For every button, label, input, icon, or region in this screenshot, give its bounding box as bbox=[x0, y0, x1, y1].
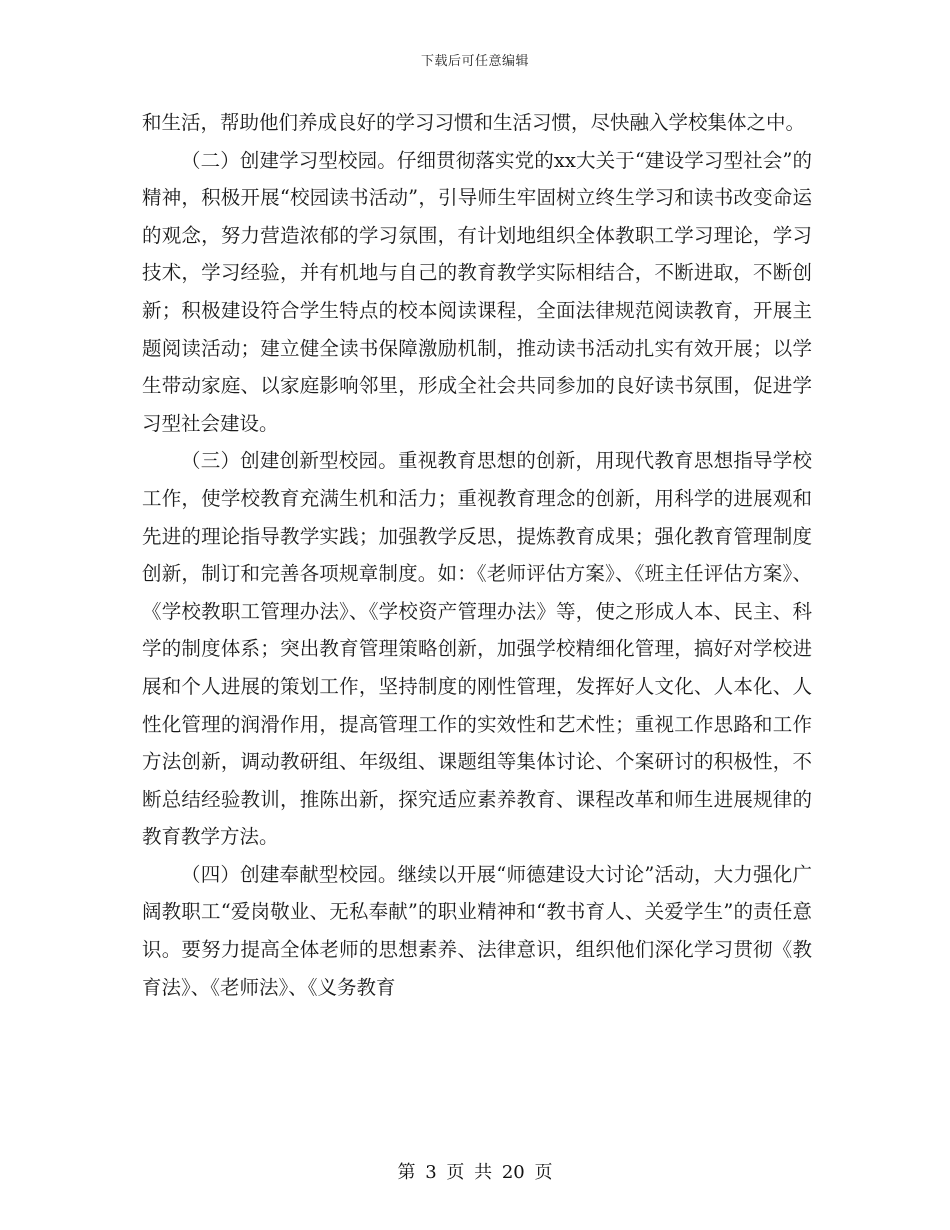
paragraph-continuation: 和生活，帮助他们养成良好的学习习惯和生活习惯，尽快融入学校集体之中。 bbox=[142, 111, 806, 134]
paragraph-innovative-campus: （三）创建创新型校园。重视教育思想的创新，用现代教育思想指导学校工作，使学校教育充满生机和活力；重视教育理念的创新，用科学的进展观和先进的理论指导教学实践；加强教学反思，提炼教育成果；强化教育管理制度创新，制订和完善各项规章制度。如：《老师评估方案》、《班主任评估方案》、《学校教职工管理办法》、《学校资产管理办法》等，使之形成人本、民主、科学的制度体系；突出教育管理策略创新，加强学校精细化管理，搞好对学校进展和个人进展的策划工作，坚持制度的刚性管理，发挥好人文化、人本化、人性化管理的润滑作用，提高管理工作的实效性和艺术性；重视工作思路和工作方法创新，调动教研组、年级组、课题组等集体讨论、个案研讨的积极性，不断总结经验教训，推陈出新，探究适应素养教育、课程改革和师生进展规律的教育教学方法。 bbox=[142, 449, 812, 849]
page-number-footer: 第 3 页 共 20 页 bbox=[397, 1162, 553, 1183]
page-header: 下载后可任意编辑 bbox=[420, 54, 529, 69]
paragraph-dedication-campus: （四）创建奉献型校园。继续以开展“师德建设大讨论”活动，大力强化广阔教职工“爱岗敬业、无私奉献”的职业精神和“教书育人、关爱学生”的责任意识。要努力提高全体老师的思想素养、法律意识，组织他们深化学习贯彻《教育法》、《老师法》、《义务教育 bbox=[142, 862, 812, 999]
paragraph-learning-campus: （二）创建学习型校园。仔细贯彻落实党的xx大关于“建设学习型社会”的精神，积极开展“校园读书活动”，引导师生牢固树立终生学习和读书改变命运的观念，努力营造浓郁的学习氛围，有计划地组织全体教职工学习理论，学习技术，学习经验，并有机地与自己的教育教学实际相结合，不断进取，不断创新；积极建设符合学生特点的校本阅读课程，全面法律规范阅读教育，开展主题阅读活动；建立健全读书保障激励机制，推动读书活动扎实有效开展；以学生带动家庭、以家庭影响邻里，形成全社会共同参加的良好读书氛围，促进学习型社会建设。 bbox=[142, 148, 812, 435]
document-body bbox=[142, 104, 812, 1006]
